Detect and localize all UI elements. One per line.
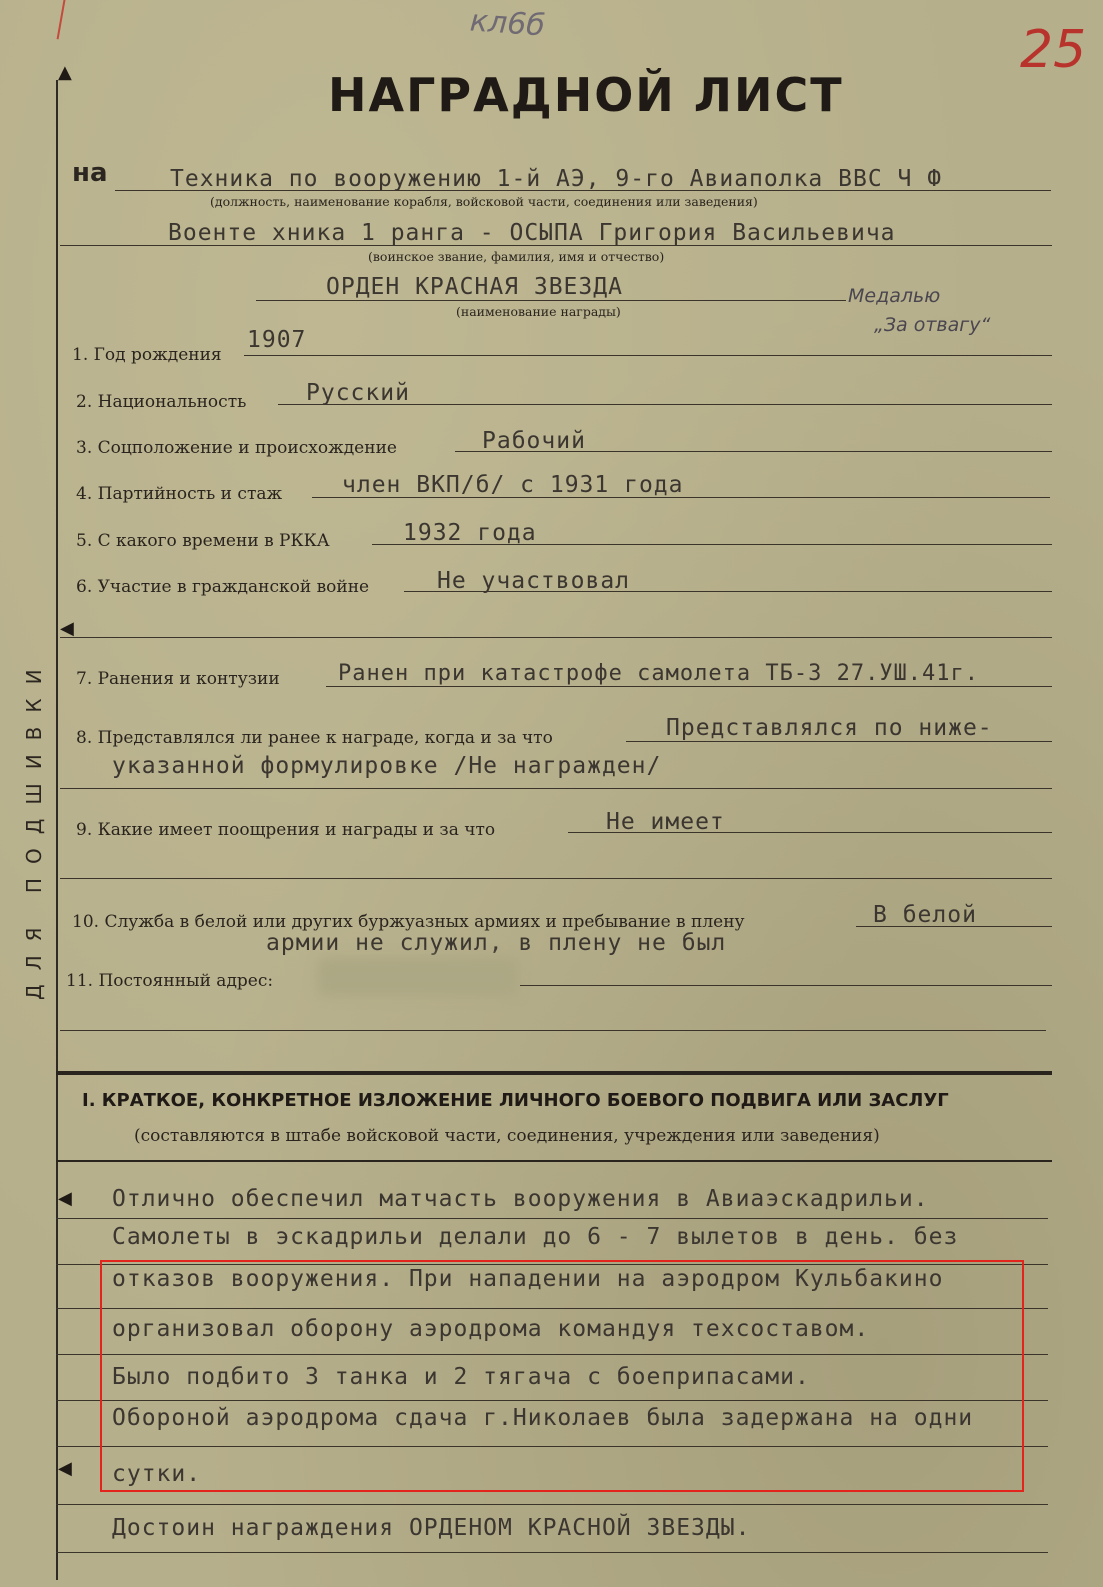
field-label: 10. Служба в белой или других буржуазных армиях и пребывание в плену (72, 912, 745, 932)
field-label: 2. Национальность (76, 392, 247, 412)
field-value: 1907 (247, 327, 307, 353)
section-heading: I. КРАТКОЕ, КОНКРЕТНОЕ ИЗЛОЖЕНИЕ ЛИЧНОГО БОЕВОГО ПОДВИГА ИЛИ ЗАСЛУГ (82, 1090, 949, 1111)
field-line (326, 686, 1052, 687)
red-pencil-stroke (57, 0, 72, 40)
field-value: Не имеет (606, 809, 725, 835)
award-line (256, 300, 846, 301)
field-line (278, 404, 1052, 405)
field-label: 1. Год рождения (72, 345, 222, 365)
document-title: НАГРАДНОЙ ЛИСТ (328, 68, 844, 122)
field-label: 4. Партийность и стаж (76, 484, 283, 504)
section-divider (56, 1071, 1052, 1075)
field-value: член ВКП/б/ с 1931 года (342, 472, 684, 498)
highlight-box (100, 1260, 1024, 1492)
name-caption: (воинское звание, фамилия, имя и отчество) (368, 249, 665, 264)
field-line (626, 741, 1052, 742)
field-label: 3. Соцположение и происхождение (76, 438, 397, 458)
field-line (244, 355, 1052, 356)
archive-mark: кл6б (468, 3, 547, 44)
writing-line (56, 1552, 1048, 1553)
merit-text-line: Самолеты в эскадрильи делали до 6 - 7 вылетов в день. без (112, 1224, 959, 1250)
page-number: 25 (1020, 20, 1087, 80)
merit-text-line: Отлично обеспечил матчасть вооружения в Авиаэскадрильи. (112, 1186, 929, 1212)
merit-text-line: Было подбито 3 танка и 2 тягача с боеприпасами. (112, 1364, 810, 1390)
merit-text-line: организовал оборону аэродрома командуя техсоставом. (112, 1316, 870, 1342)
position-line (115, 190, 1051, 191)
field-label: 8. Представлялся ли ранее к награде, когда и за что (76, 728, 553, 748)
field-line (60, 637, 1052, 638)
field-value: Русский (306, 380, 410, 406)
merit-text-line: Достоин награждения ОРДЕНОМ КРАСНОЙ ЗВЕЗДЫ. (112, 1515, 751, 1541)
section-subheading: (составляются в штабе войсковой части, соединения, учреждения или заведения) (134, 1126, 880, 1146)
binding-line (56, 80, 58, 1580)
punch-mark-icon: ▲ (58, 62, 72, 83)
field-label: 11. Постоянный адрес: (66, 971, 274, 991)
field-line (372, 544, 1052, 545)
punch-mark-icon: ◀ (58, 1188, 72, 1209)
field-value: В белой (873, 902, 977, 928)
to-label: на (72, 158, 108, 188)
field-value-continuation: армии не служил, в плену не был (266, 930, 727, 956)
merit-text-line: Обороной аэродрома сдача г.Николаев была задержана на одни (112, 1405, 974, 1431)
field-value-continuation: указанной формулировке /Не награжден/ (112, 753, 662, 779)
field-line (455, 451, 1052, 452)
side-text-for-binding: ДЛЯ ПОДШИВКИ (22, 655, 46, 1000)
field-line (312, 497, 1050, 498)
field-value: Представлялся по ниже- (666, 715, 993, 741)
position-caption: (должность, наименование корабля, войсковой части, соединения или заведения) (210, 194, 758, 209)
field-label: 5. С какого времени в РККА (76, 531, 330, 551)
award-caption: (наименование награды) (456, 304, 621, 319)
field-line (60, 788, 1052, 789)
field-value: Ранен при катастрофе самолета ТБ-3 27.УШ.41г. (338, 661, 980, 686)
name-value: Военте хника 1 ранга - ОСЫПА Григория Васильевича (168, 220, 896, 246)
name-line (60, 245, 1052, 246)
punch-mark-icon: ◀ (58, 1458, 72, 1479)
field-label: 6. Участие в гражданской войне (76, 577, 370, 597)
merit-text-line: отказов вооружения. При нападении на аэродром Кульбакино (112, 1266, 944, 1292)
field-value: Не участвовал (437, 568, 631, 594)
field-label: 9. Какие имеет поощрения и награды и за что (76, 820, 496, 840)
section-divider (56, 1160, 1052, 1162)
award-value: ОРДЕН КРАСНАЯ ЗВЕЗДА (326, 274, 623, 300)
field-line (60, 1030, 1046, 1031)
field-value: 1932 года (403, 520, 537, 546)
redacted-address (318, 958, 518, 996)
field-line (520, 985, 1052, 986)
writing-line (56, 1504, 1048, 1505)
merit-text-line: сутки. (112, 1461, 202, 1487)
award-handwritten-note: Медалью (848, 285, 941, 307)
position-value: Техника по вооружению 1-й АЭ, 9-го Авиаполка ВВС Ч Ф (170, 166, 943, 192)
punch-mark-icon: ◀ (60, 618, 74, 639)
award-handwritten-note: „За отвагу“ (874, 314, 991, 336)
field-line (856, 926, 1052, 927)
field-label: 7. Ранения и контузии (76, 669, 280, 689)
writing-line (56, 1218, 1048, 1219)
field-line (568, 832, 1052, 833)
field-line (60, 878, 1052, 879)
field-line (404, 591, 1052, 592)
field-value: Рабочий (482, 428, 586, 454)
